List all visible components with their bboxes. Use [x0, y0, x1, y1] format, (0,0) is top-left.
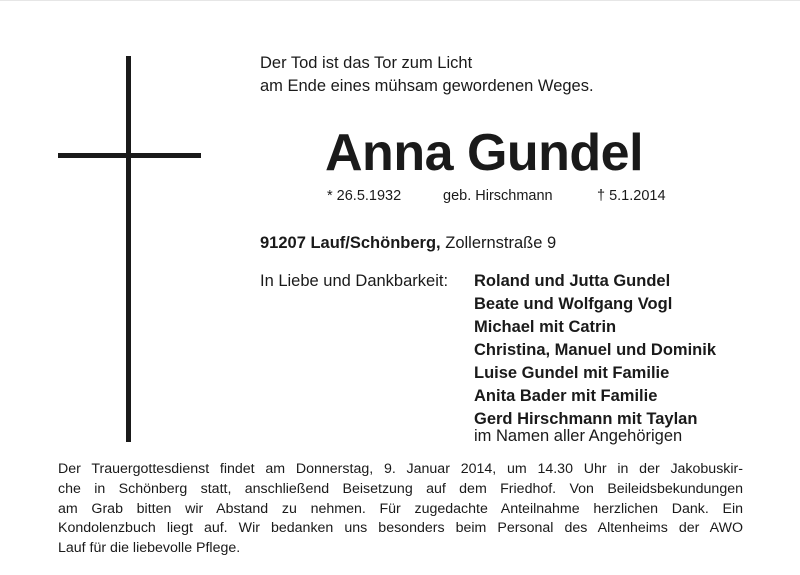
address	[260, 232, 556, 254]
notice-line: Kondolenzbuch liegt auf. Wir bedanken uns besonders beim Personal des Altenheims der AWO	[58, 520, 743, 537]
cross-icon-horizontal-bar	[58, 153, 201, 158]
mourner-list	[474, 270, 716, 431]
mourner-name: Anita Bader mit Familie	[474, 387, 658, 405]
motto-line-1: Der Tod ist das Tor zum Licht	[260, 54, 473, 72]
mourner-name: Beate und Wolfgang Vogl	[474, 295, 673, 313]
motto-line-2: am Ende eines mühsam gewordenen Weges.	[260, 77, 594, 95]
mourner-name: Christina, Manuel und Dominik	[474, 341, 717, 359]
address-street: Zollernstraße 9	[445, 234, 557, 252]
funeral-notice-text	[58, 460, 743, 559]
birth-date: * 26.5.1932	[327, 188, 402, 204]
notice-line: Lauf für die liebevolle Pflege.	[58, 540, 241, 557]
mourner-name: Roland und Jutta Gundel	[474, 272, 671, 290]
address-place: 91207 Lauf/Schönberg,	[260, 234, 441, 252]
mourner-name: Michael mit Catrin	[474, 318, 617, 336]
notice-line: Der Trauergottesdienst findet am Donnerstag, 9. Januar 2014, um 14.30 Uhr in der Jakobuskir-	[58, 461, 743, 477]
mourner-name: Gerd Hirschmann mit Taylan	[474, 410, 698, 428]
mourning-closing: im Namen aller Angehörigen	[474, 427, 683, 445]
mourning-label: In Liebe und Dankbarkeit:	[260, 272, 449, 290]
maiden-name: geb. Hirschmann	[443, 188, 553, 204]
notice-line: am Grab bitten wir Abstand zu nehmen. Für zugedachte Anteilnahme herzlichen Dank. Ein	[58, 500, 743, 517]
cross-icon-vertical-bar	[126, 56, 131, 442]
mourner-name: Luise Gundel mit Familie	[474, 364, 670, 382]
notice-line: che in Schönberg statt, anschließend Beisetzung auf dem Friedhof. Von Beileidsbekundungen	[58, 480, 743, 497]
deceased-name: Anna Gundel	[325, 124, 644, 182]
motto	[260, 52, 594, 98]
death-date: † 5.1.2014	[597, 188, 666, 204]
